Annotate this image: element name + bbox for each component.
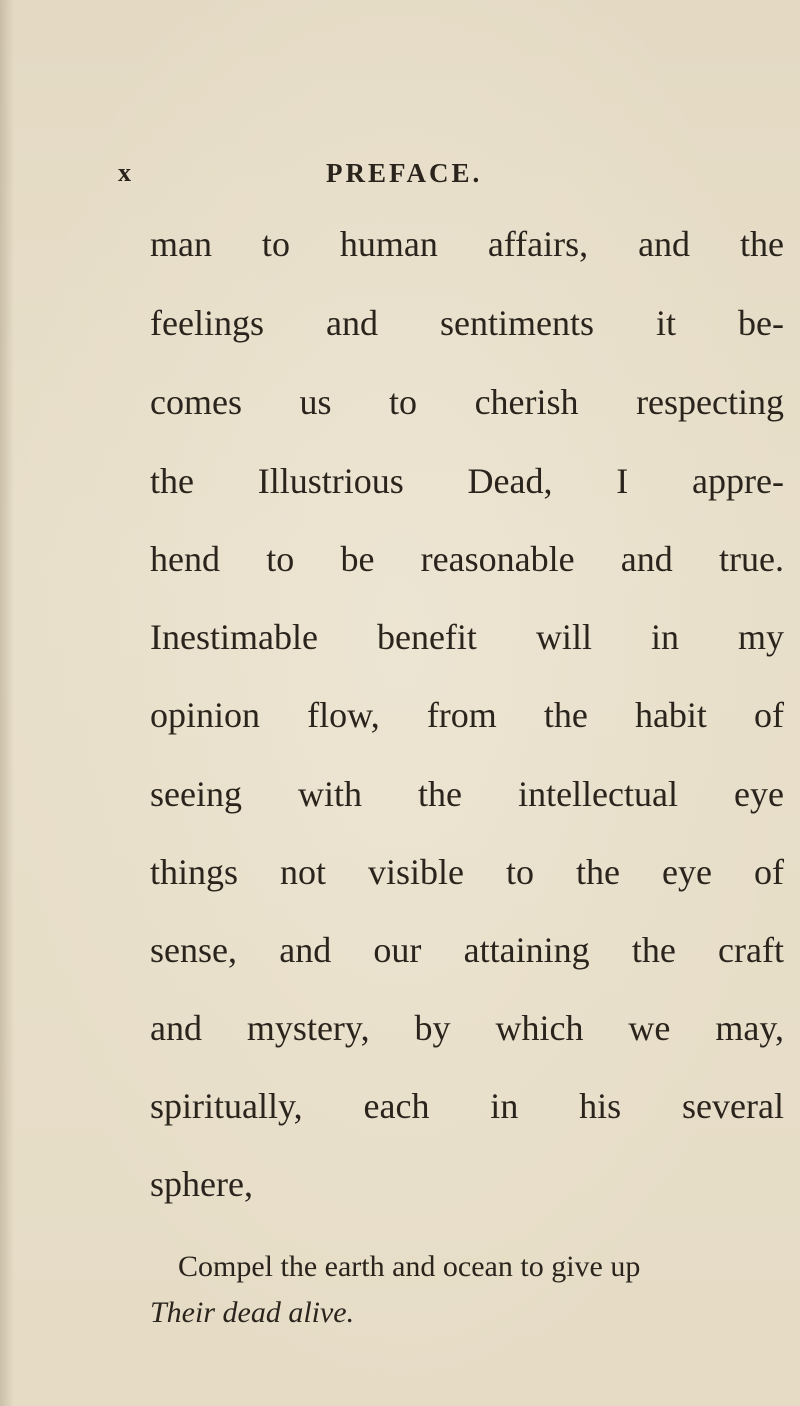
page-gutter-shadow (0, 0, 14, 1406)
text-line: the Illustrious Dead, I appre- (150, 461, 784, 501)
running-head-title: PREFACE. (326, 158, 483, 188)
text-line: things not visible to the eye of (150, 852, 784, 892)
text-line: seeing with the intellectual eye (150, 774, 784, 814)
text-line: comes us to cherish respecting (150, 382, 784, 422)
quotation-line: Compel the earth and ocean to give up (178, 1250, 641, 1283)
text-line: feelings and sentiments it be- (150, 303, 784, 343)
text-line: and mystery, by which we may, (150, 1008, 784, 1048)
text-line: man to human affairs, and the (150, 224, 784, 264)
text-line: spiritually, each in his several (150, 1086, 784, 1126)
text-line: opinion flow, from the habit of (150, 695, 784, 735)
text-line: Inestimable benefit will in my (150, 617, 784, 657)
text-line: hend to be reasonable and true. (150, 539, 784, 579)
quotation-line: Their dead alive. (150, 1296, 355, 1329)
running-head (0, 158, 800, 198)
page-number: x (118, 158, 132, 187)
text-line: sphere, (150, 1164, 253, 1204)
text-line: sense, and our attaining the craft (150, 930, 784, 970)
